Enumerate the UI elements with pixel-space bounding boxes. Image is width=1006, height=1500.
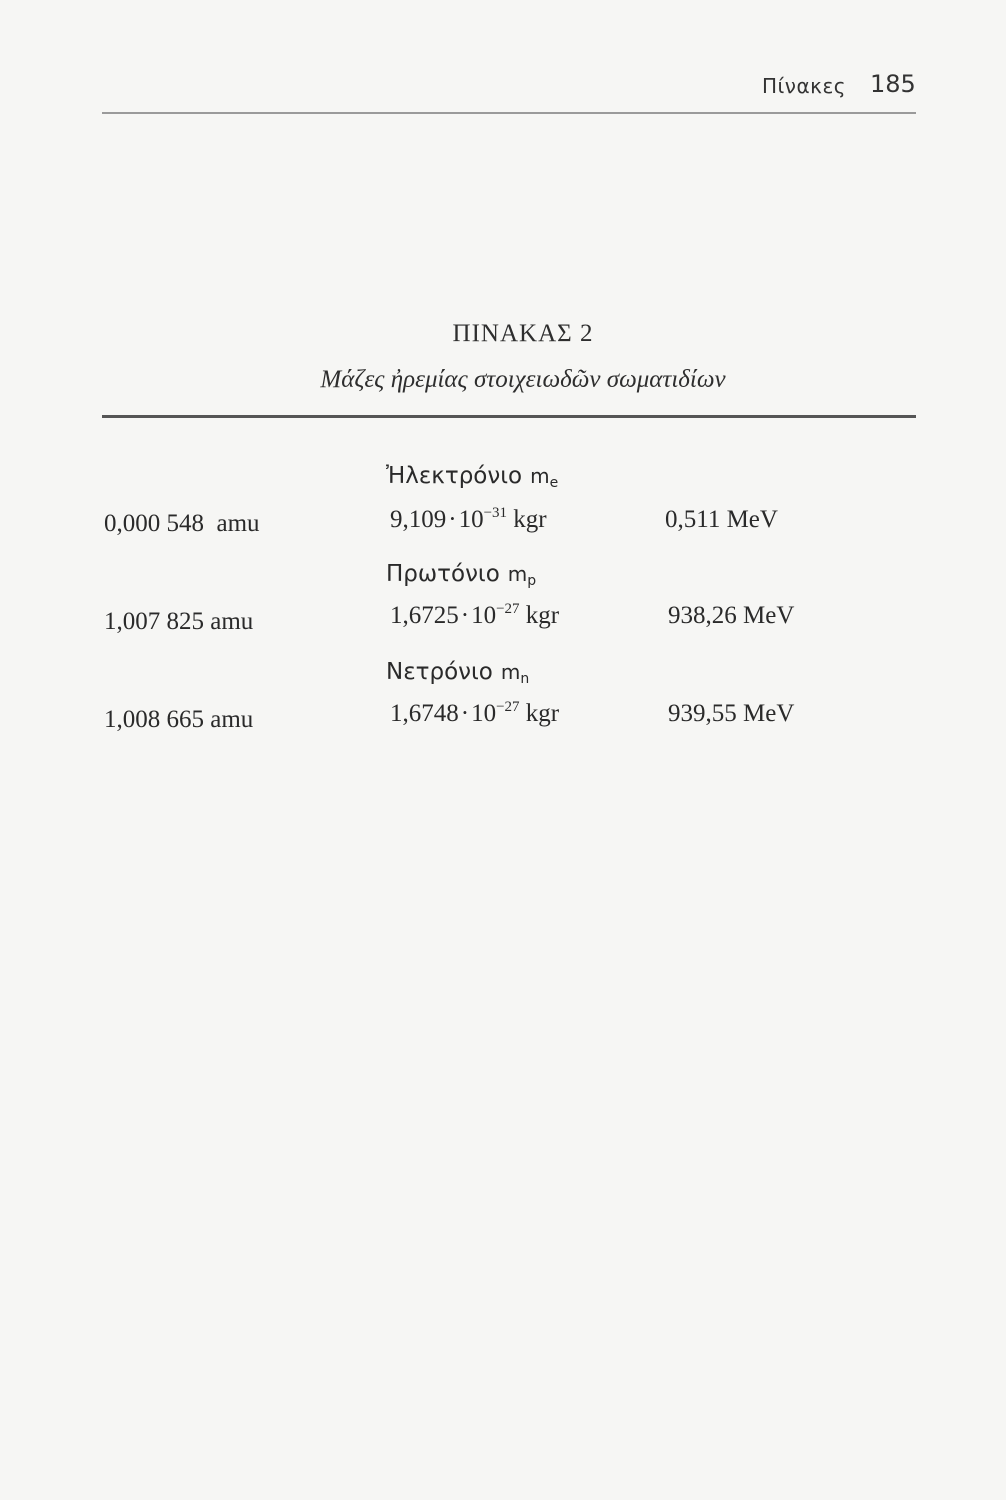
energy-electron: 0,511 MeV: [665, 506, 778, 533]
running-title: Πίνακες: [762, 74, 846, 98]
energy-neutron: 939,55 MeV: [668, 700, 795, 727]
mass-kg-neutron: $1,6748\cdot 10^{-27}$ kgr: [390, 699, 560, 727]
mass-kg-exponent: −27: [496, 601, 520, 617]
symbol-base: m: [530, 464, 550, 488]
particle-name-label: Ἠλεκτρόνιο: [386, 463, 523, 489]
particle-name-label: Νετρόνιο: [386, 659, 493, 685]
symbol-subscript: n: [520, 671, 530, 687]
mass-kg-proton: $1,6725\cdot 10^{-27}$ kgr: [390, 601, 560, 629]
header-rule: [102, 112, 916, 114]
particle-name-neutron: [386, 658, 529, 687]
mass-kg-mantissa: 1,6725: [390, 602, 459, 629]
symbol-subscript: e: [549, 475, 559, 491]
particle-name-electron: [386, 462, 558, 491]
table-subtitle: Μάζες ἠρεμίας στοιχειωδῶν σωματιδίων: [320, 366, 726, 393]
particle-symbol: [500, 660, 530, 687]
mass-kg-electron: $9,109\cdot 10^{-31}$ kgr: [390, 505, 547, 533]
particle-symbol: [530, 464, 559, 491]
mass-amu-neutron: 1,008 665 amu: [104, 706, 254, 733]
symbol-base: m: [507, 562, 528, 586]
symbol-base: m: [500, 660, 521, 684]
table-title: ΠΙΝΑΚΑΣ 2: [452, 320, 594, 347]
mass-amu-proton: 1,007 825 amu: [104, 608, 254, 635]
particle-name-proton: [386, 560, 536, 589]
mass-amu-electron: 0,000 548 amu: [104, 510, 260, 537]
mass-kg-unit: kgr: [525, 700, 560, 727]
mass-kg-exponent: −31: [483, 505, 508, 521]
mass-kg-base: 10: [471, 700, 497, 727]
particle-name-label: Πρωτόνιο: [386, 561, 500, 587]
particle-symbol: [507, 562, 537, 589]
mass-kg-unit: kgr: [513, 506, 547, 533]
symbol-subscript: p: [527, 573, 537, 589]
mass-kg-base: 10: [458, 506, 484, 533]
mass-kg-mantissa: 1,6748: [390, 700, 459, 727]
mass-kg-unit: kgr: [525, 602, 560, 629]
page-number: 185: [870, 70, 916, 98]
mass-kg-mantissa: 9,109: [390, 506, 447, 533]
mass-kg-base: 10: [471, 602, 497, 629]
mass-kg-exponent: −27: [496, 699, 520, 715]
energy-proton: 938,26 MeV: [668, 602, 795, 629]
table-rule: [102, 415, 916, 418]
